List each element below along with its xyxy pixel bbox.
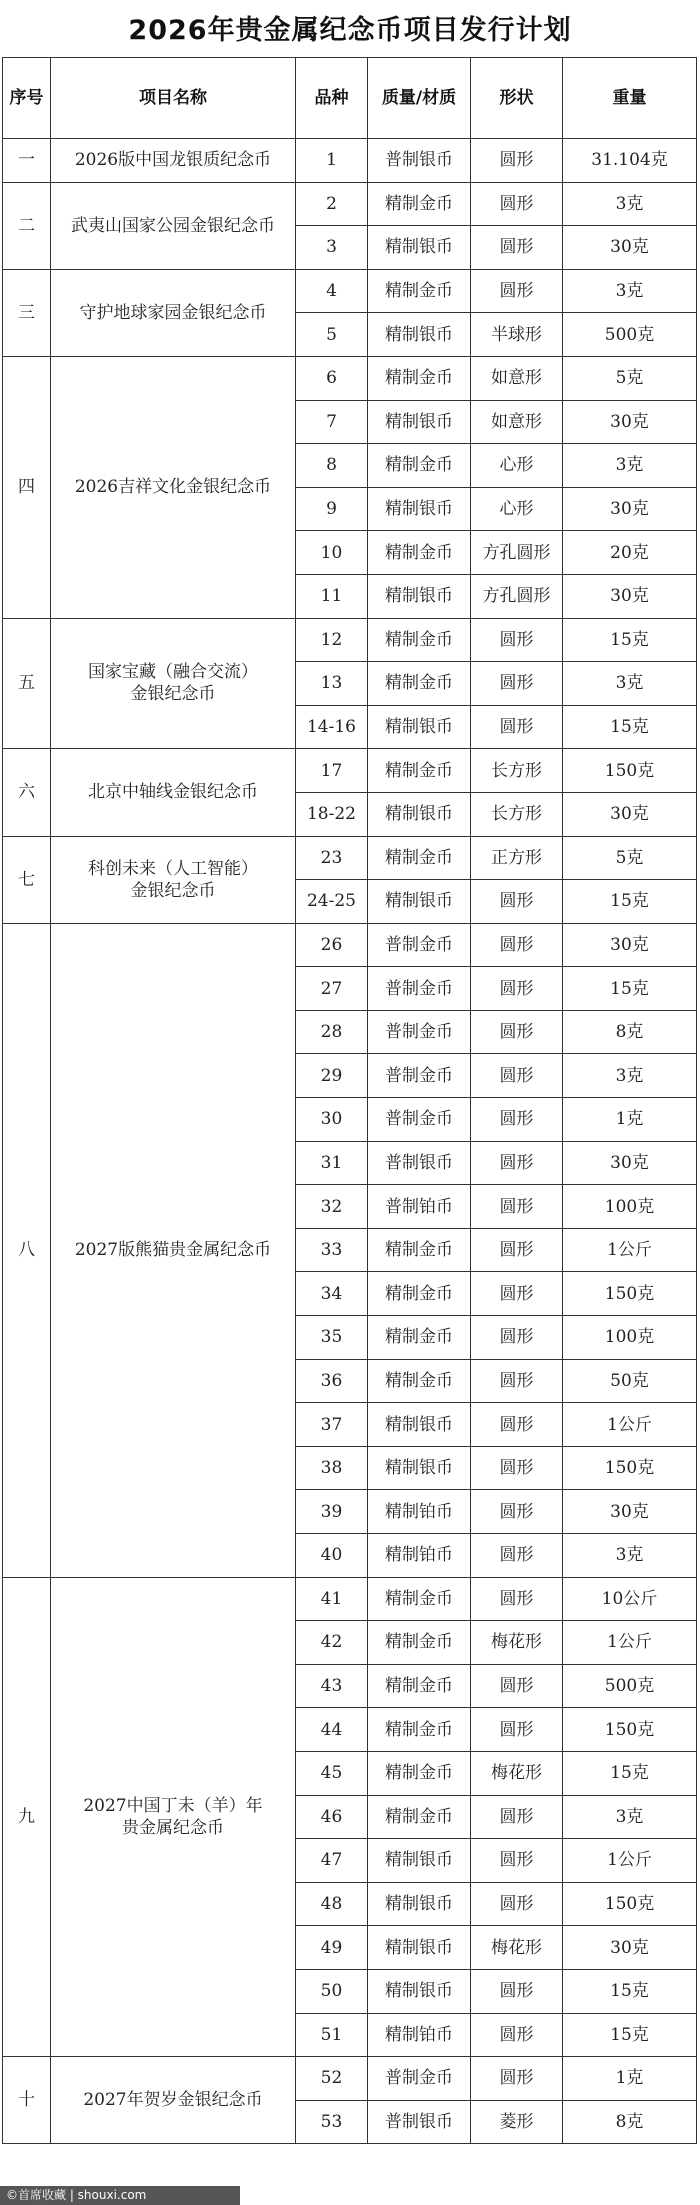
material-cell: 精制金币 xyxy=(368,269,471,313)
weight-cell: 30克 xyxy=(563,1490,697,1534)
weight-cell: 3克 xyxy=(563,182,697,226)
project-index-cell: 三 xyxy=(3,269,51,356)
shape-cell: 圆形 xyxy=(471,1969,563,2013)
material-cell: 普制金币 xyxy=(368,2057,471,2101)
table-row xyxy=(3,749,697,793)
material-cell: 精制金币 xyxy=(368,1664,471,1708)
weight-cell: 150克 xyxy=(563,1708,697,1752)
weight-cell: 3克 xyxy=(563,269,697,313)
material-cell: 精制银币 xyxy=(368,400,471,444)
weight-cell: 1公斤 xyxy=(563,1403,697,1447)
material-cell: 普制金币 xyxy=(368,1098,471,1142)
shape-cell: 圆形 xyxy=(471,226,563,270)
shape-cell: 圆形 xyxy=(471,2057,563,2101)
material-cell: 精制金币 xyxy=(368,1272,471,1316)
variety-cell: 50 xyxy=(296,1969,368,2013)
shape-cell: 心形 xyxy=(471,444,563,488)
project-name-cell: 武夷山国家公园金银纪念币 xyxy=(51,182,296,269)
shape-cell: 圆形 xyxy=(471,1185,563,1229)
shape-cell: 圆形 xyxy=(471,1708,563,1752)
variety-cell: 12 xyxy=(296,618,368,662)
table-row xyxy=(3,923,697,967)
material-cell: 精制银币 xyxy=(368,792,471,836)
project-index-cell: 十 xyxy=(3,2057,51,2144)
material-cell: 精制金币 xyxy=(368,1751,471,1795)
material-cell: 精制金币 xyxy=(368,1621,471,1665)
weight-cell: 1公斤 xyxy=(563,1839,697,1883)
variety-cell: 43 xyxy=(296,1664,368,1708)
shape-cell: 圆形 xyxy=(471,2013,563,2057)
shape-cell: 圆形 xyxy=(471,880,563,924)
material-cell: 普制金币 xyxy=(368,1010,471,1054)
weight-cell: 3克 xyxy=(563,1534,697,1578)
shape-cell: 圆形 xyxy=(471,1534,563,1578)
weight-cell: 150克 xyxy=(563,1272,697,1316)
weight-cell: 1克 xyxy=(563,2057,697,2101)
material-cell: 精制银币 xyxy=(368,1446,471,1490)
shape-cell: 圆形 xyxy=(471,1490,563,1534)
variety-cell: 28 xyxy=(296,1010,368,1054)
weight-cell: 150克 xyxy=(563,1882,697,1926)
shape-cell: 圆形 xyxy=(471,269,563,313)
weight-cell: 8克 xyxy=(563,2100,697,2144)
weight-cell: 150克 xyxy=(563,749,697,793)
material-cell: 精制金币 xyxy=(368,749,471,793)
shape-cell: 菱形 xyxy=(471,2100,563,2144)
variety-cell: 41 xyxy=(296,1577,368,1621)
weight-cell: 30克 xyxy=(563,923,697,967)
weight-cell: 10公斤 xyxy=(563,1577,697,1621)
variety-cell: 1 xyxy=(296,139,368,183)
project-name-cell: 守护地球家园金银纪念币 xyxy=(51,269,296,356)
variety-cell: 37 xyxy=(296,1403,368,1447)
material-cell: 普制银币 xyxy=(368,139,471,183)
variety-cell: 27 xyxy=(296,967,368,1011)
material-cell: 精制金币 xyxy=(368,356,471,400)
weight-cell: 150克 xyxy=(563,1446,697,1490)
variety-cell: 9 xyxy=(296,487,368,531)
project-name-cell: 科创未来（人工智能） 金银纪念币 xyxy=(51,836,296,923)
shape-cell: 圆形 xyxy=(471,705,563,749)
shape-cell: 心形 xyxy=(471,487,563,531)
material-cell: 精制银币 xyxy=(368,1403,471,1447)
material-cell: 精制银币 xyxy=(368,705,471,749)
weight-cell: 31.104克 xyxy=(563,139,697,183)
weight-cell: 30克 xyxy=(563,1926,697,1970)
shape-cell: 如意形 xyxy=(471,400,563,444)
variety-cell: 24-25 xyxy=(296,880,368,924)
variety-cell: 13 xyxy=(296,662,368,706)
variety-cell: 31 xyxy=(296,1141,368,1185)
material-cell: 精制银币 xyxy=(368,574,471,618)
table-row xyxy=(3,2057,697,2101)
shape-cell: 圆形 xyxy=(471,618,563,662)
project-name-cell: 2027年贺岁金银纪念币 xyxy=(51,2057,296,2144)
variety-cell: 53 xyxy=(296,2100,368,2144)
project-index-cell: 一 xyxy=(3,139,51,183)
shape-cell: 圆形 xyxy=(471,1098,563,1142)
shape-cell: 圆形 xyxy=(471,1839,563,1883)
material-cell: 精制金币 xyxy=(368,1795,471,1839)
material-cell: 普制金币 xyxy=(368,923,471,967)
variety-cell: 45 xyxy=(296,1751,368,1795)
weight-cell: 1克 xyxy=(563,1098,697,1142)
material-cell: 普制金币 xyxy=(368,967,471,1011)
material-cell: 精制银币 xyxy=(368,487,471,531)
material-cell: 精制银币 xyxy=(368,1839,471,1883)
variety-cell: 44 xyxy=(296,1708,368,1752)
shape-cell: 圆形 xyxy=(471,1577,563,1621)
weight-cell: 15克 xyxy=(563,2013,697,2057)
weight-cell: 1公斤 xyxy=(563,1228,697,1272)
weight-cell: 15克 xyxy=(563,967,697,1011)
variety-cell: 38 xyxy=(296,1446,368,1490)
material-cell: 精制铂币 xyxy=(368,1490,471,1534)
variety-cell: 14-16 xyxy=(296,705,368,749)
variety-cell: 29 xyxy=(296,1054,368,1098)
variety-cell: 52 xyxy=(296,2057,368,2101)
project-name-cell: 2026吉祥文化金银纪念币 xyxy=(51,356,296,618)
header-weight: 重量 xyxy=(563,58,697,139)
table-row xyxy=(3,1577,697,1621)
variety-cell: 18-22 xyxy=(296,792,368,836)
table-body xyxy=(3,139,697,2144)
table-row xyxy=(3,139,697,183)
shape-cell: 梅花形 xyxy=(471,1621,563,1665)
shape-cell: 圆形 xyxy=(471,1403,563,1447)
project-index-cell: 二 xyxy=(3,182,51,269)
material-cell: 精制银币 xyxy=(368,226,471,270)
material-cell: 普制金币 xyxy=(368,1054,471,1098)
material-cell: 精制铂币 xyxy=(368,1534,471,1578)
material-cell: 精制金币 xyxy=(368,444,471,488)
variety-cell: 32 xyxy=(296,1185,368,1229)
material-cell: 精制铂币 xyxy=(368,2013,471,2057)
table-row xyxy=(3,182,697,226)
variety-cell: 47 xyxy=(296,1839,368,1883)
variety-cell: 2 xyxy=(296,182,368,226)
material-cell: 精制银币 xyxy=(368,1882,471,1926)
material-cell: 精制金币 xyxy=(368,1577,471,1621)
project-name-cell: 北京中轴线金银纪念币 xyxy=(51,749,296,836)
weight-cell: 15克 xyxy=(563,618,697,662)
weight-cell: 500克 xyxy=(563,1664,697,1708)
shape-cell: 圆形 xyxy=(471,1664,563,1708)
project-name-cell: 2027版熊猫贵金属纪念币 xyxy=(51,923,296,1577)
project-index-cell: 九 xyxy=(3,1577,51,2057)
weight-cell: 30克 xyxy=(563,400,697,444)
shape-cell: 圆形 xyxy=(471,1141,563,1185)
shape-cell: 圆形 xyxy=(471,1010,563,1054)
shape-cell: 如意形 xyxy=(471,356,563,400)
weight-cell: 5克 xyxy=(563,836,697,880)
weight-cell: 20克 xyxy=(563,531,697,575)
material-cell: 精制金币 xyxy=(368,662,471,706)
page-title: 2026年贵金属纪念币项目发行计划 xyxy=(128,15,572,46)
material-cell: 精制银币 xyxy=(368,880,471,924)
variety-cell: 36 xyxy=(296,1359,368,1403)
material-cell: 精制银币 xyxy=(368,1969,471,2013)
variety-cell: 30 xyxy=(296,1098,368,1142)
weight-cell: 30克 xyxy=(563,574,697,618)
weight-cell: 15克 xyxy=(563,880,697,924)
variety-cell: 8 xyxy=(296,444,368,488)
shape-cell: 正方形 xyxy=(471,836,563,880)
shape-cell: 圆形 xyxy=(471,1316,563,1360)
project-index-cell: 六 xyxy=(3,749,51,836)
variety-cell: 51 xyxy=(296,2013,368,2057)
weight-cell: 500克 xyxy=(563,313,697,357)
variety-cell: 40 xyxy=(296,1534,368,1578)
shape-cell: 圆形 xyxy=(471,1054,563,1098)
variety-cell: 35 xyxy=(296,1316,368,1360)
shape-cell: 圆形 xyxy=(471,967,563,1011)
table-row xyxy=(3,618,697,662)
weight-cell: 3克 xyxy=(563,1054,697,1098)
watermark: ©首席收藏 | shouxi.com xyxy=(0,2186,240,2205)
material-cell: 精制金币 xyxy=(368,618,471,662)
variety-cell: 42 xyxy=(296,1621,368,1665)
weight-cell: 3克 xyxy=(563,444,697,488)
table-row xyxy=(3,356,697,400)
shape-cell: 圆形 xyxy=(471,139,563,183)
variety-cell: 46 xyxy=(296,1795,368,1839)
variety-cell: 17 xyxy=(296,749,368,793)
weight-cell: 100克 xyxy=(563,1316,697,1360)
shape-cell: 圆形 xyxy=(471,1882,563,1926)
variety-cell: 11 xyxy=(296,574,368,618)
material-cell: 精制金币 xyxy=(368,531,471,575)
material-cell: 精制金币 xyxy=(368,1708,471,1752)
variety-cell: 49 xyxy=(296,1926,368,1970)
material-cell: 精制银币 xyxy=(368,313,471,357)
weight-cell: 30克 xyxy=(563,792,697,836)
shape-cell: 梅花形 xyxy=(471,1751,563,1795)
shape-cell: 长方形 xyxy=(471,749,563,793)
variety-cell: 6 xyxy=(296,356,368,400)
project-name-cell: 2026版中国龙银质纪念币 xyxy=(51,139,296,183)
material-cell: 精制金币 xyxy=(368,1316,471,1360)
header-project-name: 项目名称 xyxy=(51,58,296,139)
shape-cell: 方孔圆形 xyxy=(471,531,563,575)
variety-cell: 39 xyxy=(296,1490,368,1534)
project-index-cell: 八 xyxy=(3,923,51,1577)
weight-cell: 30克 xyxy=(563,1141,697,1185)
variety-cell: 10 xyxy=(296,531,368,575)
weight-cell: 50克 xyxy=(563,1359,697,1403)
weight-cell: 1公斤 xyxy=(563,1621,697,1665)
material-cell: 精制金币 xyxy=(368,1228,471,1272)
shape-cell: 长方形 xyxy=(471,792,563,836)
variety-cell: 3 xyxy=(296,226,368,270)
material-cell: 普制银币 xyxy=(368,1141,471,1185)
header-index: 序号 xyxy=(3,58,51,139)
shape-cell: 梅花形 xyxy=(471,1926,563,1970)
variety-cell: 5 xyxy=(296,313,368,357)
variety-cell: 4 xyxy=(296,269,368,313)
shape-cell: 半球形 xyxy=(471,313,563,357)
project-index-cell: 七 xyxy=(3,836,51,923)
weight-cell: 8克 xyxy=(563,1010,697,1054)
shape-cell: 圆形 xyxy=(471,1446,563,1490)
table-header-row xyxy=(3,58,697,139)
material-cell: 普制银币 xyxy=(368,2100,471,2144)
variety-cell: 34 xyxy=(296,1272,368,1316)
shape-cell: 圆形 xyxy=(471,662,563,706)
shape-cell: 方孔圆形 xyxy=(471,574,563,618)
table-row xyxy=(3,836,697,880)
weight-cell: 15克 xyxy=(563,705,697,749)
weight-cell: 30克 xyxy=(563,226,697,270)
shape-cell: 圆形 xyxy=(471,182,563,226)
weight-cell: 3克 xyxy=(563,662,697,706)
project-name-cell: 国家宝藏（融合交流） 金银纪念币 xyxy=(51,618,296,749)
header-variety: 品种 xyxy=(296,58,368,139)
variety-cell: 23 xyxy=(296,836,368,880)
project-index-cell: 四 xyxy=(3,356,51,618)
material-cell: 精制银币 xyxy=(368,1926,471,1970)
table-row xyxy=(3,269,697,313)
material-cell: 精制金币 xyxy=(368,182,471,226)
shape-cell: 圆形 xyxy=(471,923,563,967)
variety-cell: 33 xyxy=(296,1228,368,1272)
weight-cell: 5克 xyxy=(563,356,697,400)
weight-cell: 15克 xyxy=(563,1751,697,1795)
header-shape: 形状 xyxy=(471,58,563,139)
weight-cell: 3克 xyxy=(563,1795,697,1839)
project-name-cell: 2027中国丁未（羊）年 贵金属纪念币 xyxy=(51,1577,296,2057)
shape-cell: 圆形 xyxy=(471,1359,563,1403)
shape-cell: 圆形 xyxy=(471,1795,563,1839)
variety-cell: 26 xyxy=(296,923,368,967)
header-quality-material: 质量/材质 xyxy=(368,58,471,139)
material-cell: 精制金币 xyxy=(368,836,471,880)
project-index-cell: 五 xyxy=(3,618,51,749)
material-cell: 精制金币 xyxy=(368,1359,471,1403)
material-cell: 普制铂币 xyxy=(368,1185,471,1229)
variety-cell: 48 xyxy=(296,1882,368,1926)
issuance-plan-table xyxy=(2,57,697,2144)
weight-cell: 100克 xyxy=(563,1185,697,1229)
shape-cell: 圆形 xyxy=(471,1272,563,1316)
weight-cell: 15克 xyxy=(563,1969,697,2013)
variety-cell: 7 xyxy=(296,400,368,444)
shape-cell: 圆形 xyxy=(471,1228,563,1272)
weight-cell: 30克 xyxy=(563,487,697,531)
